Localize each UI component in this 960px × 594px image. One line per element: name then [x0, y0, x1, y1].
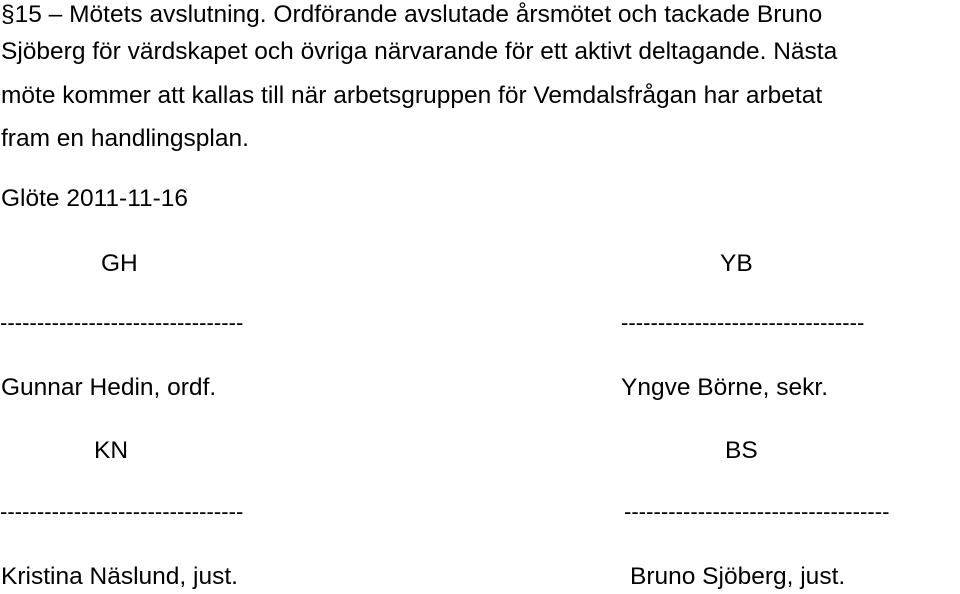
- initials-chair: GH: [101, 250, 138, 277]
- paragraph-line-1: §15 – Mötets avslutning. Ordförande avslutade årsmötet och tackade Bruno: [1, 1, 823, 28]
- signatory-name-secretary: Yngve Börne, sekr.: [621, 374, 829, 401]
- place-date: Glöte 2011-11-16: [1, 185, 189, 212]
- signature-line-chair: ---------------------------------: [0, 310, 244, 335]
- signatory-name-chair: Gunnar Hedin, ordf.: [1, 374, 217, 401]
- initials-adjuster-2: BS: [725, 437, 758, 464]
- paragraph-line-4: fram en handlingsplan.: [1, 125, 249, 152]
- signatory-name-adjuster-2: Bruno Sjöberg, just.: [630, 563, 846, 590]
- paragraph-line-3: möte kommer att kallas till när arbetsgruppen för Vemdalsfrågan har arbetat: [1, 82, 823, 109]
- signature-line-adjuster-1: ---------------------------------: [0, 499, 244, 524]
- paragraph-line-2: Sjöberg för värdskapet och övriga närvarande för ett aktivt deltagande. Nästa: [1, 38, 838, 65]
- initials-adjuster-1: KN: [94, 437, 129, 464]
- initials-secretary: YB: [720, 250, 753, 277]
- signature-line-secretary: ---------------------------------: [621, 310, 865, 335]
- signature-line-adjuster-2: ------------------------------------: [624, 499, 890, 524]
- signatory-name-adjuster-1: Kristina Näslund, just.: [1, 563, 238, 590]
